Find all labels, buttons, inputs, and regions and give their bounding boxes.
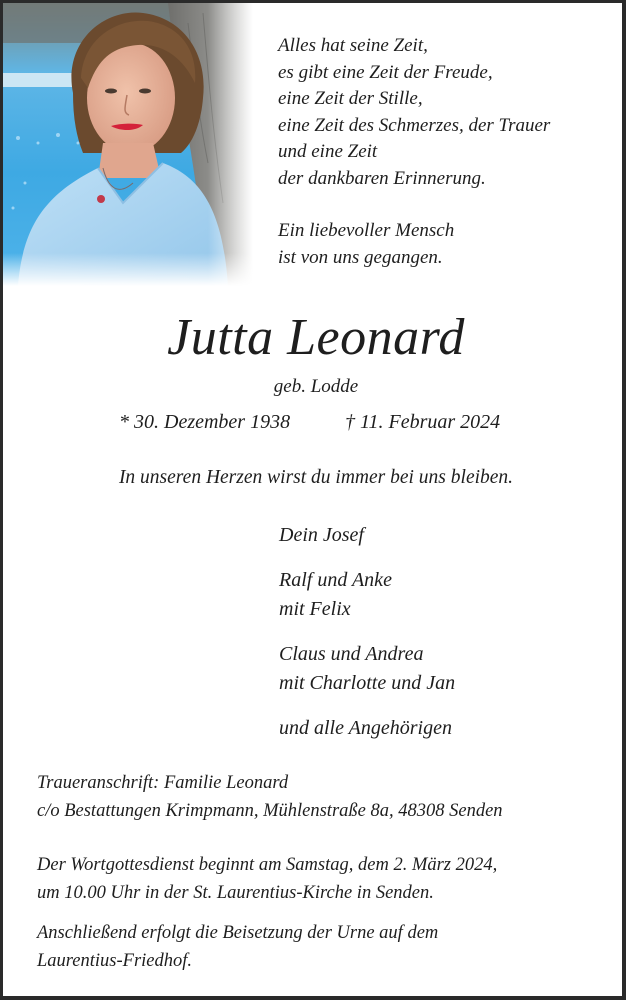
poem-line: Alles hat seine Zeit,	[278, 35, 428, 56]
poem-line: und eine Zeit	[278, 141, 378, 162]
mourner-line: mit Charlotte und Jan	[279, 672, 456, 694]
poem	[278, 33, 550, 271]
service-line: Der Wortgottesdienst beginnt am Samstag, dem 2. März 2024,	[37, 855, 498, 875]
burial-line: Anschließend erfolgt die Beisetzung der Urne auf dem	[37, 923, 439, 943]
mourners-list	[279, 521, 455, 758]
poem-line: eine Zeit des Schmerzes, der Trauer	[278, 114, 551, 136]
service-info	[37, 851, 497, 907]
burial-line: Laurentius-Friedhof.	[37, 951, 193, 971]
service-line: um 10.00 Uhr in der St. Laurentius-Kirche in Senden.	[37, 883, 434, 903]
poem-line: der dankbaren Erinnerung.	[278, 167, 486, 189]
address-line: Traueranschrift: Familie Leonard	[37, 773, 289, 793]
mourner-group	[279, 566, 455, 625]
poem-line: eine Zeit der Stille,	[278, 88, 423, 109]
poem-line: es gibt eine Zeit der Freude,	[278, 61, 493, 83]
mourner-line: Dein Josef	[279, 524, 364, 546]
death-date: † 11. Februar 2024	[345, 411, 501, 433]
mourner-line: mit Felix	[279, 598, 351, 620]
maiden-name: geb. Lodde	[273, 376, 359, 397]
mourner-line: Claus und Andrea	[279, 642, 424, 665]
burial-info	[37, 919, 438, 975]
mourner-group	[279, 714, 455, 744]
address-line: c/o Bestattungen Krimpmann, Mühlenstraße 8a, 48308 Senden	[37, 801, 503, 821]
mourner-group	[279, 640, 455, 699]
motto: In unseren Herzen wirst du immer bei uns bleiben.	[118, 467, 514, 488]
mourning-address	[37, 769, 503, 825]
birth-date: * 30. Dezember 1938	[119, 411, 291, 433]
poem-line: ist von uns gegangen.	[278, 246, 443, 268]
poem-line: Ein liebevoller Mensch	[278, 220, 455, 241]
mourner-line: und alle Angehörigen	[279, 716, 452, 739]
deceased-name: Jutta Leonard	[167, 309, 465, 366]
portrait-photo	[3, 3, 253, 286]
mourner-group	[279, 521, 455, 551]
stanza-gap	[278, 192, 550, 218]
mourner-line: Ralf und Anke	[279, 568, 392, 591]
